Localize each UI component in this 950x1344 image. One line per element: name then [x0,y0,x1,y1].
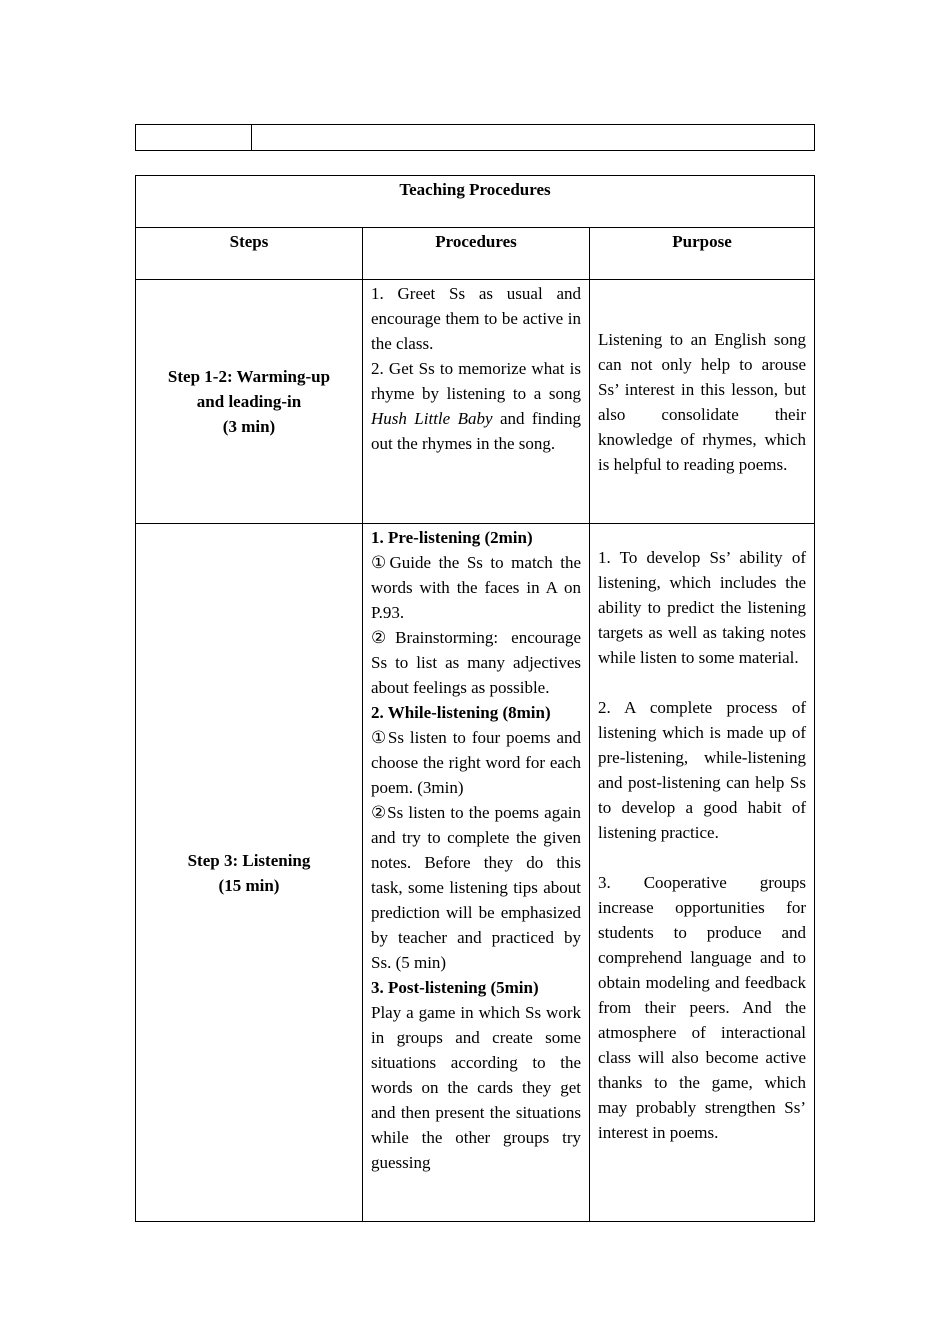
purpose-text: 2. A complete process of listening which is made up of pre-listening, while-listening and post-listening can help Ss to develop a good habit of listening practice. [598,698,806,842]
procedure-item: 1. Greet Ss as usual and encourage them to be active in the class. [371,284,581,353]
procedure-item: ②Ss listen to the poems again and try to complete the given notes. Before they do this task, some listening tips about prediction will be emphasized by teacher and practiced by Ss. (5 min) [371,803,581,972]
procedure-heading: 1. Pre-listening (2min) [371,528,533,547]
table-title: Teaching Procedures [136,176,815,228]
procedures-cell [363,524,590,1222]
table-row [136,280,815,524]
header-info-cell-left [136,125,252,151]
step-label: and leading-in [196,392,302,411]
procedure-item: ②Brainstorming: encourage Ss to list as many adjectives about feelings as possible. [371,628,581,697]
purpose-text: 1. To develop Ss’ ability of listening, which includes the ability to predict the listening targets as well as taking notes while listen to some material. [598,548,806,667]
header-info-table [135,124,815,151]
song-title: Hush Little Baby [371,409,493,428]
purpose-text: Listening to an English song can not only help to arouse Ss’ interest in this lesson, but also consolidate their knowledge of rhymes, which is helpful to reading poems. [598,330,806,474]
procedures-cell [363,280,590,524]
purpose-cell [590,524,815,1222]
purpose-text: 3. Cooperative groups increase opportunities for students to produce and comprehend language and to obtain modeling and feedback from their peers. And the atmosphere of interactional class will also become active thanks to the game, which may probably strengthen Ss’ interest in poems. [598,873,806,1142]
header-info-cell-right [252,125,815,151]
column-header-steps: Steps [136,228,363,280]
procedure-heading: 2. While-listening (8min) [371,703,551,722]
step-cell [136,280,363,524]
purpose-cell [590,280,815,524]
procedure-item: ①Guide the Ss to match the words with the faces in A on P.93. [371,553,581,622]
column-header-purpose: Purpose [590,228,815,280]
step-label: Step 3: Listening [187,850,311,870]
procedure-item: Play a game in which Ss work in groups and create some situations according to the words on the cards they get and then present the situations while the other groups try guessing [371,1003,581,1172]
column-header-procedures: Procedures [363,228,590,280]
procedure-heading: 3. Post-listening (5min) [371,978,539,997]
step-duration: (15 min) [218,875,280,895]
table-row [136,524,815,1222]
teaching-procedures-table [135,175,815,1222]
step-cell [136,524,363,1222]
procedure-item: 2. Get Ss to memorize what is rhyme by listening to a song Hush Little Baby and finding out the rhymes in the song. [371,359,581,453]
procedure-item: ①Ss listen to four poems and choose the right word for each poem. (3min) [371,728,581,797]
step-label: Step 1-2: Warming-up [167,367,331,386]
step-duration: (3 min) [222,417,276,436]
